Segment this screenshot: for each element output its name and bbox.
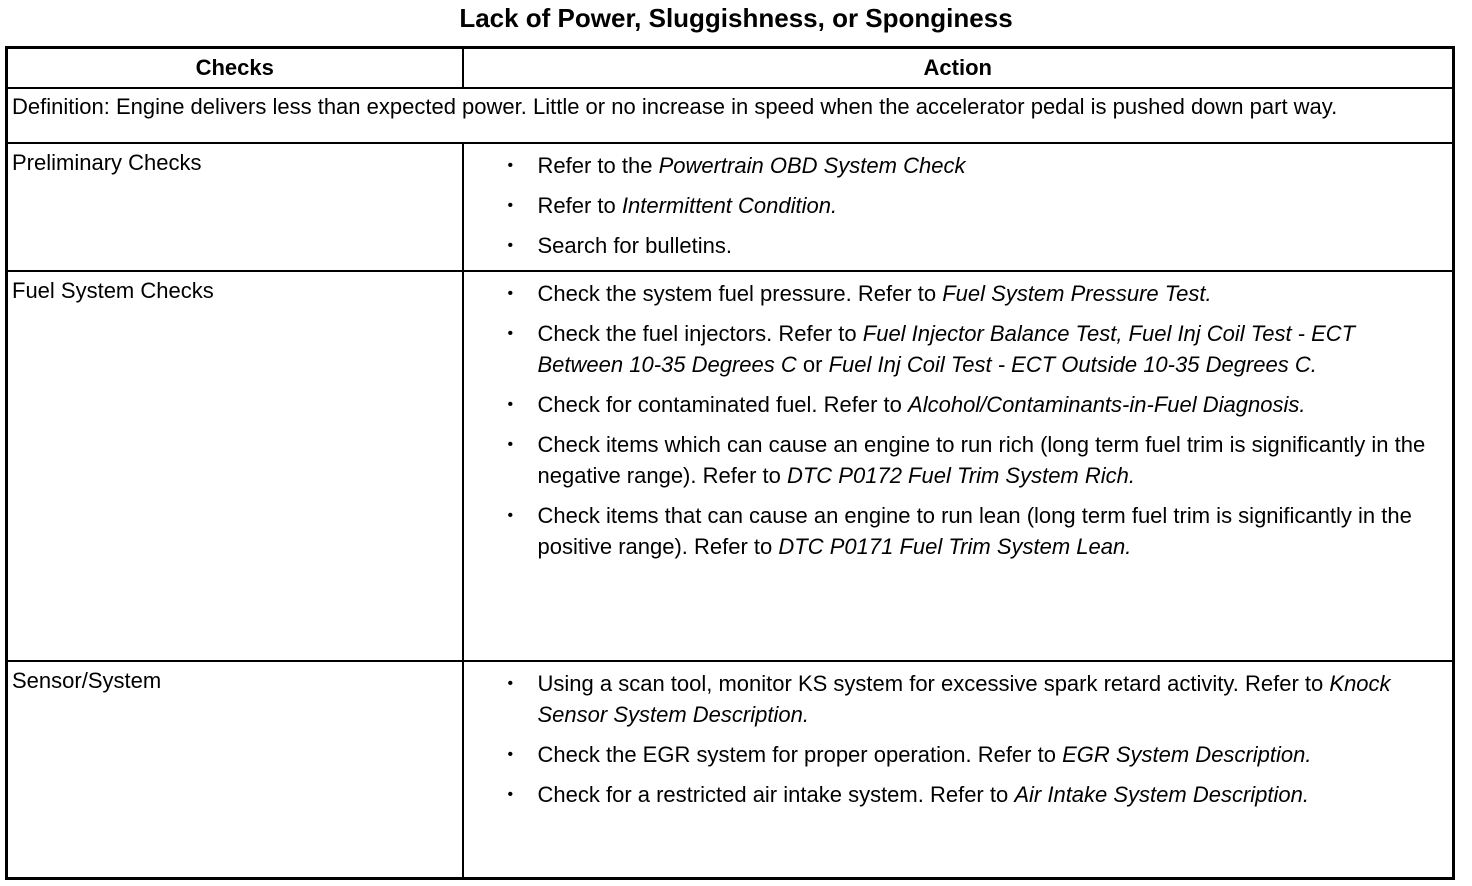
reference-link[interactable]: Alcohol/Contaminants-in-Fuel Diagnosis.	[908, 391, 1306, 417]
table-row	[7, 143, 1454, 271]
action-list	[464, 272, 1453, 566]
page-title: Lack of Power, Sluggishness, or Sponginess	[459, 3, 1013, 33]
action-item	[508, 739, 1445, 770]
check-label: Preliminary Checks	[7, 143, 463, 271]
table-row	[7, 271, 1454, 661]
action-item	[508, 278, 1445, 309]
action-text: Check for a restricted air intake system. Refer to	[537, 781, 1015, 807]
reference-link[interactable]: Intermittent Condition.	[621, 192, 838, 218]
action-text: Using a scan tool, monitor KS system for excessive spark retard activity. Refer to	[537, 670, 1330, 696]
check-label: Sensor/System	[7, 661, 463, 879]
diagnostic-table	[5, 46, 1455, 880]
reference-link[interactable]: EGR System Description.	[1062, 741, 1312, 767]
action-cell	[463, 143, 1454, 271]
action-item	[508, 668, 1445, 730]
reference-link[interactable]: DTC P0172 Fuel Trim System Rich.	[786, 462, 1135, 488]
header-checks: Checks	[7, 48, 463, 89]
action-item	[508, 230, 1445, 261]
action-text: Check items which can cause an engine to run rich (long term fuel trim is significantly in the negative range). Refer to	[537, 431, 1426, 488]
table-header-row	[7, 48, 1454, 89]
reference-link[interactable]: Powertrain OBD System Check	[658, 152, 966, 178]
action-text: Check for contaminated fuel. Refer to	[537, 391, 909, 417]
check-label: Fuel System Checks	[7, 271, 463, 661]
action-text: Check items that can cause an engine to run lean (long term fuel trim is significantly in the positive range). Refer to	[537, 502, 1412, 559]
action-text: Refer to	[537, 192, 622, 218]
reference-link[interactable]: Fuel Injector Balance Test, Fuel Inj Coil Test - ECT Between 10-35 Degrees C	[537, 320, 1356, 377]
reference-link[interactable]: Fuel System Pressure Test.	[942, 280, 1212, 306]
reference-link[interactable]: Air Intake System Description.	[1014, 781, 1310, 807]
action-item	[508, 150, 1445, 181]
action-item	[508, 500, 1445, 562]
action-text: Check the fuel injectors. Refer to	[537, 320, 863, 346]
reference-link[interactable]: Fuel Inj Coil Test - ECT Outside 10-35 Degrees C.	[828, 351, 1317, 377]
table-row	[7, 661, 1454, 879]
action-cell	[463, 661, 1454, 879]
action-item	[508, 429, 1445, 491]
action-item	[508, 389, 1445, 420]
action-text: Check the system fuel pressure. Refer to	[537, 280, 943, 306]
definition-text: Definition: Engine delivers less than expected power. Little or no increase in speed when the accelerator pedal is pushed down part way.	[7, 88, 1454, 143]
action-cell	[463, 271, 1454, 661]
action-item	[508, 779, 1445, 810]
action-list	[464, 144, 1453, 265]
action-text: Refer to the	[537, 152, 659, 178]
action-text: or	[796, 351, 829, 377]
action-list	[464, 662, 1453, 814]
reference-link[interactable]: Knock Sensor System Description.	[537, 670, 1391, 727]
reference-link[interactable]: DTC P0171 Fuel Trim System Lean.	[778, 533, 1132, 559]
action-item	[508, 190, 1445, 221]
definition-row	[7, 88, 1454, 143]
action-text: Search for bulletins.	[537, 232, 732, 258]
header-action: Action	[463, 48, 1454, 89]
action-text: Check the EGR system for proper operation. Refer to	[537, 741, 1063, 767]
action-item	[508, 318, 1445, 380]
